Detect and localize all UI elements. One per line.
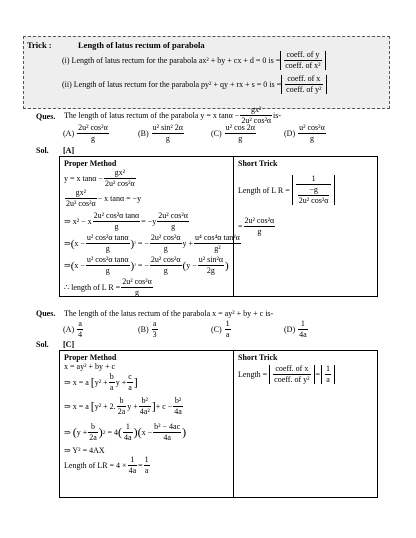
q2-step-3-b: b (117, 397, 127, 407)
q2-step-2-a: a (109, 383, 114, 392)
q1-step-4-x: x − (74, 239, 85, 248)
q2-option-c-den: a (225, 330, 230, 339)
q1-step-3-b: = −y (141, 217, 157, 226)
q2-step-2-c: c (128, 372, 132, 381)
q1-step-6-num: 2u² cos²α (122, 277, 152, 286)
q1-step-2 (64, 189, 141, 208)
q2-step-3-prefix: ⇒ x = a (64, 402, 89, 411)
q1-short-label: Length of L R = (238, 185, 290, 195)
q1-option-c-label: (C) (211, 129, 222, 138)
trick-line-1 (62, 51, 326, 70)
q1-short-heading: Short Trick (238, 159, 278, 168)
q1-step-1-num: gx² (104, 169, 136, 179)
q2-short-num: coeff. of x (273, 365, 310, 375)
q2-option-b-den: 3 (152, 330, 157, 339)
q1-option-a-den: g (90, 134, 95, 143)
q1-step-5-num: u² cos²α tanα (86, 255, 129, 264)
q1-option-a-label: (A) (63, 129, 75, 138)
q2-step-1: x = ay² + by + c (64, 362, 116, 371)
q2-step-4-den: 4a (163, 433, 171, 442)
q2-short-abs-2 (321, 365, 335, 384)
q2-step-6-rnum: 1 (144, 455, 149, 464)
q2-option-d-den: 4a (299, 330, 307, 339)
q1-step-6-text: ∴ length of L R = (64, 283, 121, 292)
trick-line-2 (62, 75, 327, 94)
trick-line-1-abs (280, 51, 325, 70)
q2-step-4: ⇒ ( y + $\frac{b}{2a}$ ) 2 = 4 ( $\frac{1}{4a}$ ) ( x − $\frac{\text{b² − 4ac}}{4a}$ ) (64, 422, 187, 442)
q2-step-2-y: y + (115, 378, 127, 387)
q1-suffix: is- (273, 111, 282, 120)
q1-step-4-y: y + (182, 239, 194, 248)
q1-step-4-den2: g (163, 244, 168, 253)
q1-step-3-den2: g (171, 222, 176, 231)
q1-step-4-num2: 2u² cos²α (150, 233, 181, 242)
q2-proper-heading: Proper Method (64, 353, 117, 362)
q1-step-4-arrow: ⇒ (64, 239, 71, 248)
q2-step-6 (64, 456, 151, 475)
q2-step-3-b2: b² (139, 397, 151, 407)
q1-table-divider (233, 157, 234, 296)
q2-sol-label: Sol. (36, 340, 49, 349)
q1-solution-table (59, 156, 378, 297)
q2-option-b[interactable] (138, 320, 159, 339)
q1-step-4-den3: g² (214, 244, 221, 253)
q2-step-6-rden: a (144, 466, 149, 475)
q2-option-d-num: 1 (298, 320, 308, 330)
q1-step-4-eq: = − (137, 239, 149, 248)
q1-step-2-num: gx² (65, 189, 97, 199)
q1-step-5-arrow: ⇒ (64, 261, 71, 270)
q1-step-2-tail: − x tanα = −y (97, 194, 142, 203)
q1-option-d-label: (D) (284, 129, 296, 138)
q2-text: The length of the latus rectum of the parabola x = ay² + by + c is- (64, 309, 274, 318)
q2-step-4-prefix: ⇒ (64, 428, 71, 437)
q2-short-eq: = (315, 370, 321, 379)
q2-short-abs (269, 365, 314, 384)
q2-option-a-label: (A) (63, 325, 75, 334)
q2-step-2-a2: a (128, 383, 132, 392)
trick-line-2-text: (ii) Length of latus rectum for the parabola py² + qy + rx + s = 0 is = (62, 80, 282, 89)
trick-label: Trick : (27, 40, 52, 50)
trick-line-2-abs (281, 75, 326, 94)
trick-line-2-den: coeff. of y² (286, 85, 322, 94)
q1-option-d-den: g (309, 134, 314, 143)
q1-step-6 (64, 278, 154, 297)
q1-answer: [A] (63, 146, 75, 155)
q2-option-d-label: (D) (284, 325, 296, 334)
q1-step-4-num: u² cos²α tanα (86, 233, 129, 242)
trick-line-2-num: coeff. of x (285, 75, 322, 85)
q1-option-a-num: 2u² cos²α (78, 123, 108, 132)
q1-step-3-num2: 2u² cos²α (158, 211, 188, 220)
q1-short-line-1 (238, 175, 335, 205)
q1-proper-heading: Proper Method (64, 159, 117, 168)
q2-step-3-tail: + c − (155, 402, 173, 411)
q2-step-3-b2b: b² (174, 396, 182, 405)
q2-step-4-one: 1 (123, 423, 133, 433)
q1-short-den (296, 185, 332, 205)
q2-step-4-4a: 4a (124, 433, 132, 442)
q2-short-den: coeff. of y² (274, 375, 310, 384)
q1-step-5: ⇒ ( x − $\frac{\text{u² cos²α tanα}}{g}$ ) ² = − $\frac{\text{2u² cos²α}}{g}$ ( y − $\frac{\text{u² sin²α}}{2g}$ ) (64, 255, 229, 275)
q2-step-2: ⇒ x = a [ y² + $\frac{b}{a}$ y + $\frac{c}{a}$ ] (64, 372, 138, 392)
q1-step-3 (64, 212, 190, 231)
q1-step-1-den: 2u² cos²α (105, 179, 135, 188)
q2-step-3-y: y + (127, 402, 138, 411)
q2-short-line (238, 365, 335, 384)
q2-option-a[interactable] (63, 320, 84, 339)
q2-option-a-den: 4 (78, 330, 83, 339)
q1-step-5-den3: 2g (206, 266, 215, 275)
q1-option-c-num: u² cos 2α (225, 123, 255, 132)
q2-option-c-label: (C) (211, 325, 222, 334)
q1-short-eq: = (238, 222, 243, 231)
trick-line-1-den: coeff. of x² (285, 61, 321, 70)
q2-step-5: ⇒ Y² = 4AX (64, 446, 105, 455)
q2-short-rden: a (326, 375, 330, 384)
q2-option-c[interactable] (211, 320, 232, 339)
q1-option-d[interactable] (284, 124, 327, 143)
q1-step-1 (64, 169, 137, 188)
q2-table-divider (233, 351, 234, 497)
q2-solution-table (59, 350, 378, 498)
q1-short-num: 1 (296, 175, 332, 185)
trick-line-1-text: (i) Length of latus rectum for the parabola ax² + by + cx + d = 0 is = (62, 56, 281, 65)
q1-label: Ques. (36, 112, 56, 121)
q2-step-2-inner: y² + (94, 378, 108, 387)
q1-short-line-2 (238, 217, 276, 236)
q1-step-3-den: g (114, 222, 119, 231)
q2-short-length: Length = (238, 370, 268, 379)
q1-step-4-den: g (105, 244, 110, 253)
q2-step-3-4a2: 4a² (139, 407, 150, 416)
q1-short-result-num: 2u² cos²α (244, 216, 275, 225)
q1-sol-label: Sol. (36, 146, 49, 155)
q1-step-5-num2: 2u² cos²α (150, 255, 181, 264)
q2-step-2-b: b (109, 372, 114, 381)
q2-step-3-4a: 4a (174, 407, 182, 416)
q1-option-c-den: g (238, 134, 243, 143)
q2-step-4-eq: = 4 (107, 428, 119, 437)
q1-step-6-den: g (135, 288, 140, 297)
q1-short-abs (292, 175, 336, 205)
q1-short-inner-num: −g (298, 186, 330, 196)
q1-short-result-den: g (257, 227, 262, 236)
q1-text-main: The length of latus rectum of the parabola y = x tanα − (64, 111, 240, 120)
trick-title: Length of latus rectum of parabola (78, 40, 205, 50)
q1-short-inner-den: 2u² cos²α (298, 196, 329, 205)
q1-option-a[interactable] (63, 124, 110, 143)
q2-option-b-label: (B) (138, 325, 149, 334)
q2-option-b-num: a (152, 319, 157, 328)
q1-option-b-label: (B) (138, 129, 149, 138)
q1-step-5-den: g (105, 266, 110, 275)
q1-step-5-x: x − (74, 261, 85, 270)
q1-option-d-num: u² cos²α (299, 123, 325, 132)
q2-short-rnum: 1 (326, 364, 331, 373)
q1-step-2-den: 2u² cos²α (66, 199, 96, 208)
q2-step-6-den: 4a (128, 466, 137, 475)
q2-short-heading: Short Trick (238, 353, 278, 362)
q1-step-5-eq: = − (137, 261, 149, 270)
q1-option-c[interactable] (211, 124, 257, 143)
q2-step-3-2a: 2a (117, 407, 126, 416)
q1-step-5-y: y − (186, 261, 197, 270)
q2-step-6-eq: = (138, 461, 143, 470)
q1-option-b-den: g (165, 134, 170, 143)
q1-step-4: ⇒ ( x − $\frac{\text{u² cos²α tanα}}{g}$ ) ² = − $\frac{\text{2u² cos²α}}{g}$ y + $\frac{\text{u⁴ cos⁴α tan²α}}{\text{g²}}$ (64, 233, 240, 253)
q2-step-4-2a: 2a (89, 433, 97, 442)
q1-option-b-num: u² sin² 2α (152, 123, 183, 132)
q1-step-5-num3: u² sin²α (198, 255, 224, 264)
q1-step-3-a: ⇒ x² − x (64, 217, 92, 226)
q1-option-b[interactable] (138, 124, 185, 143)
q2-option-a-num: a (78, 319, 82, 328)
q1-step-3-num: 2u² cos²α tanα (93, 211, 140, 220)
q1-step-4-num3: u⁴ cos⁴α tan²α (195, 233, 240, 242)
q1-step-1-a: y = x tanα − (64, 174, 103, 183)
q2-step-6-prefix: Length of LR = 4 × (64, 461, 127, 470)
q1-frac-den: 2u² cos²α (241, 116, 272, 125)
q2-label: Ques. (36, 309, 56, 318)
q2-step-2-prefix: ⇒ x = a (64, 378, 89, 387)
q2-step-4-x: x − (141, 428, 153, 437)
trick-box (23, 36, 390, 109)
q2-step-3-inner: y² + 2. (94, 402, 116, 411)
q2-step-3: ⇒ x = a [ y² + 2. $\frac{b}{2a}$ y + $\frac{\text{b²}}{\text{4a²}}$ ] + c − $\frac{\text{b²}}{4a}$ (64, 396, 182, 416)
q1-frac-num: gx² (240, 106, 272, 116)
q2-answer: [C] (63, 340, 75, 349)
q2-step-6-num: 1 (128, 456, 138, 466)
trick-line-1-num: coeff. of y (284, 51, 321, 61)
q1-step-5-den2: g (163, 266, 168, 275)
q2-step-4-b: b (88, 423, 98, 433)
q2-step-4-y: y + (76, 428, 88, 437)
q2-option-c-num: 1 (225, 319, 230, 328)
q2-step-4-num: b² − 4ac (154, 422, 181, 431)
q2-option-d[interactable] (284, 320, 309, 339)
